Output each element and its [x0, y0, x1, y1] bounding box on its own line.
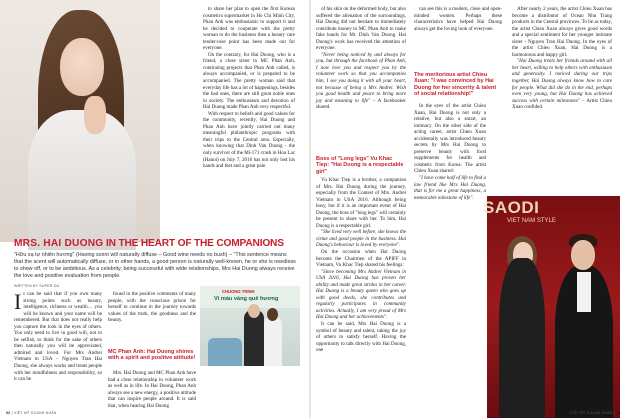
portrait-photo — [0, 0, 160, 242]
photo-man-face — [571, 240, 595, 270]
portrait-face — [60, 38, 104, 96]
paragraph: to share her plan to open the first Korean cosmetics supermarket in Ho Chi Minh City, Phan Anh was enthusiastic to support it and he decided to cooperate with the pretty woman to do the business then a beauty care tender-rose point has been made out for everyone. — [203, 6, 295, 52]
event-photo — [200, 286, 300, 366]
paragraph: On the contrary, for Hai Duong, who is a friend, a close sister to MC Phan Anh, continuing projects that Phan Anh called, is always accompanied, or is prepared to be accompanied. The pretty woman said that everyday life has a lot of happenings, besides the bad ones, there are still great noble ones in society. The enthusiasm and devotion of Hai Duong made Phan Anh very respectful. — [203, 51, 295, 111]
magazine-name: VIỆT MỸ DOANH NHÂN — [14, 411, 57, 415]
portrait-hand — [84, 96, 106, 134]
left-footer: 92 | VIỆT MỸ DOANH NHÂN — [6, 411, 57, 415]
right-column-2a — [414, 6, 502, 68]
paragraph: Mrs. Hai Duong and MC Phan Anh have had a close relationship in volunteer work as well as in life. In Hai Duong, Phan Anh always see a new energy, a positive attitude that can inspire people around. It is said that, when hearing Hai Duong — [108, 370, 196, 409]
quote: "Since becoming Mrs Andrei Vietnam in USA 2016, Hai Duong has proven her ability and made great strides in her career. Hai Duong is a beauty queen who goes up with good deeds, she contributes and regularly participates in community activities. Actually, I am very proud of Mrs Hai Duong and her achievements". — [316, 268, 406, 321]
photo-man-head — [248, 304, 260, 318]
page-number: 92 — [6, 411, 11, 415]
paragraph: of his skin on the deformed body, but also suffered the alienation of the surroundings, Hai Duong did not hesitate to immediately contribute money to MC Phan Anh to make fake hands for Mr. Dinh Van Duong. Hai Duong's work has received the attention of everyone. — [316, 6, 406, 52]
photo-children — [208, 338, 242, 366]
backdrop-logo: SAODI — [483, 198, 540, 217]
left-column-1 — [14, 291, 102, 409]
paragraph: found in the positive comments of many people, with the conscious prison for herself to continue in the journey towards values of the truth, the goodness and the beauty. — [108, 291, 196, 324]
left-column-2 — [203, 6, 295, 238]
paragraph: In the eyes of the artist Chieu Xuan, Hai Duong is not only a relative, but also a smart, an intimacy. On the other side of the acting career, artist Chieu Xuan accidentally was introduced beauty secrets by Mrs Hai Duong to preserve beauty with food supplements for health and cosmetic from Korea. The artist Chieu Xuan shared: — [414, 103, 486, 175]
photo-woman — [264, 316, 282, 366]
headline-name: MRS. HAI DUONG — [14, 238, 104, 249]
quote: "Hai Duong treats her friends around with all her heart, willing to help others with enthusiasm and generosity. I noticed during our trips together, Hai Duong always know how to care for people. What did she do in the end, perhaps even very young, but Hai Duong has achieved success with certain milestones" — [512, 58, 612, 104]
column-text: t can be said that if you own many strong points such as beauty, intelligence, richness or wealth… you will be known and your name will be remembered. But that does not really help you capture the look in the eyes of others. You only need to live in good will, not to be selfish, to think for the sake of others then naturally you will be appreciated, admired and loved. For Mrs Andrei Vietnam in USA – Nguyen Tran Hai Duong, she always works and treats people with her mindfulness and responsibility, so it can be — [14, 291, 102, 383]
subhead-mc-phan-anh: MC Phan Anh: Hai Duong shines with a spirit and positive attitude! — [108, 349, 196, 362]
paragraph: After nearly 2 years, the artist Chieu Xuan has become a distributor of Ocean Nhu Trang products in the Central provinces. To be as today, the artist Chieu Xuan always gives good words and a special sentiment for her younger intimate sister - Nguyen Tran Hai Duong. In the eyes of the artist Chieu Xuan, Hai Duong is a harmonious and happy girl. — [512, 6, 612, 58]
page-number: 93 — [616, 411, 621, 415]
photo-man — [244, 310, 264, 366]
magazine-name: VIỆT MỸ DOANH NHÂN — [570, 411, 613, 415]
paragraph: On the occasion when Hai Duong become the Chairmen of the APIFF in Vietnam, Vu Khac Tiep shared his feelings: — [316, 249, 406, 269]
photo-man-shirt — [577, 272, 591, 312]
banner-title-text: Vì màu vàng quê hương — [214, 296, 279, 302]
paragraph: With respect to beliefs and good values for the community, recently, Hai Duong and Phan Anh have jointly carried out many meaningful philanthropic programs with their trips to the Central area. Especially, when knowing that Dinh Van Duong - the only survivor of the Mi-171 crash in Hoa Lac (Hanoi) on July 7, 2016 has not only lost his hands and feet and a great pain — [203, 110, 295, 170]
photo-woman-gown — [499, 258, 545, 418]
page-gutter — [309, 0, 311, 418]
subhead-artist: The meritorious artist Chieu Xuan: "I was convinced by Hai Duong for her sincerity & talent of social relationship!" — [414, 72, 497, 98]
portrait-dress — [28, 110, 136, 250]
article-headline — [14, 238, 284, 249]
paragraph: can see this is a modern, close and open-minded women. Perhaps these characteristics have helped Hai Duong always get the loving look of everyone. — [414, 6, 502, 32]
right-footer: VIỆT MỸ DOANH NHÂN | 93 — [570, 411, 621, 415]
drop-cap: I — [14, 289, 22, 314]
right-column-1b — [316, 177, 406, 409]
red-carpet-photo — [483, 196, 620, 418]
paragraph: It can be said, Mrs Hai Duong is a symbol of beauty and talent, taking the joy of others to satisfy herself. Having the opportunity to talk directly with Hai Duong, one — [316, 321, 406, 354]
quote-attribution: – A facebooker shared. — [316, 97, 406, 111]
subhead-long-legs: Boss of "Long legs" Vu Khac Tiep: "Hai Duong is a respectable girl" — [316, 156, 404, 175]
left-column-3a — [108, 291, 196, 345]
headline-rest: IN THE HEART OF THE COMPANIONS — [106, 238, 284, 249]
backdrop-logo-sub: VIET NAM STYLE — [507, 218, 556, 224]
paragraph: Vu Khac Tiep is a brother, a companion of Mrs. Hai Duong during the journey, especially from the Contest of Mrs. Andrei Vietnam in USA 2016. Although being busy, but if it is an important event of Hai Duong, the boss of "long legs" will certainly be present to share with her. To him, Hai Duong is a respectable girl. — [316, 177, 406, 229]
quote-attribution: – Artist Chieu Xuan confided. — [512, 97, 612, 111]
right-column-2b — [414, 103, 486, 199]
quote: "I have come half of life to find a law friend like Mrs Hai Duong, that is for me a great happiness, a memorable milestone of life". — [414, 175, 486, 201]
byline: WRITTEN BY SUPER DU — [14, 284, 60, 288]
banner-small-text: CHUONG TRINH — [222, 289, 255, 294]
quote: "She lived very well before, she knows the virtue and good people in the business. Hai Duong's behaviour is loved by everyone". — [316, 229, 406, 249]
article-lede: "Hữu xạ tự nhiên hương" (Having scent will naturally diffuse – Good wine needs no bush) – "This sentence means that the scent will automatically diffuse, or in other hands, a good person is naturally well-known, he or she is needless to show off, or to be ambitious. As a celebrity, being successful with wide relationships, Mrs Hai Duong always receive the love and positive evaluation from people. — [14, 252, 296, 279]
left-column-3b — [108, 370, 196, 410]
quote: "Never being noticed by and always for you, but through the facebook of Phan Anh, I now love you and respect you by the volunteer work so that you accompanies him, I see you doing it with all your heart, not because of being a Mrs Andrei. Wish you good health and peace to bring more joy and meaning to life" — [316, 51, 406, 104]
right-column-1a — [316, 6, 406, 156]
right-column-3 — [512, 6, 612, 192]
photo-woman-head — [267, 308, 278, 321]
